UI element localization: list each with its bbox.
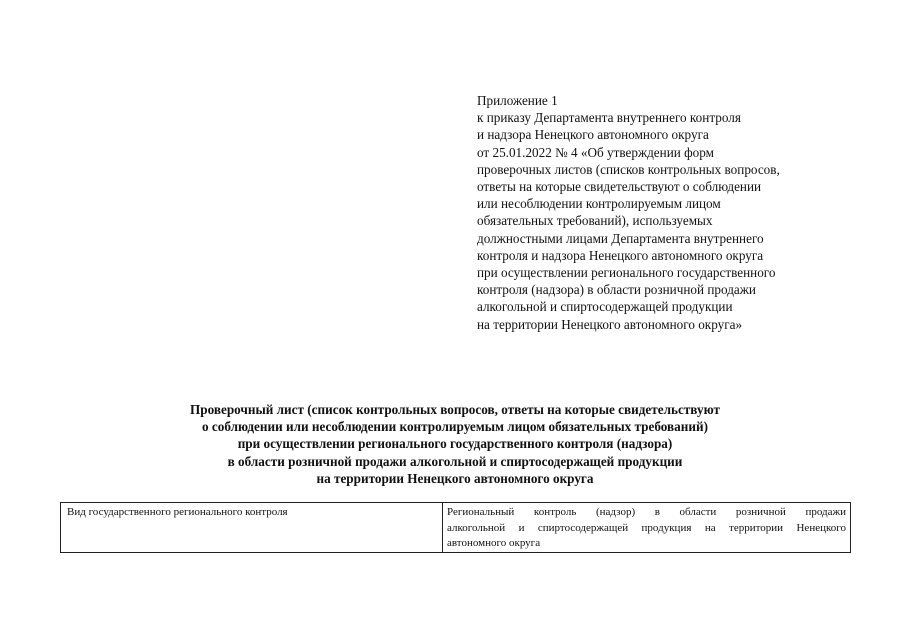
- appendix-line-12: контроля (надзора) в области розничной продажи: [477, 282, 756, 298]
- appendix-line-13: алкогольной и спиртосодержащей продукции: [477, 299, 733, 315]
- appendix-block: [477, 92, 897, 333]
- appendix-line-4: от 25.01.2022 № 4 «Об утверждении форм: [477, 144, 714, 160]
- appendix-line-5: проверочных листов (списков контрольных вопросов,: [477, 161, 780, 177]
- control-type-value: [443, 503, 851, 553]
- control-type-label: Вид государственного регионального контроля: [61, 503, 443, 553]
- appendix-line-7: или несоблюдении контролируемым лицом: [477, 196, 721, 212]
- appendix-line-3: и надзора Ненецкого автономного округа: [477, 127, 709, 143]
- appendix-line-8: обязательных требований), используемых: [477, 213, 713, 229]
- appendix-line-10: контроля и надзора Ненецкого автономного округа: [477, 247, 764, 263]
- appendix-line-14: на территории Ненецкого автономного округа»: [477, 316, 743, 332]
- title-line-5: на территории Ненецкого автономного округа: [316, 470, 594, 486]
- control-type-table: [60, 502, 851, 553]
- control-type-value-line-3: автономного округа: [447, 537, 541, 549]
- control-type-value-line-2: алкогольной и спиртосодержащей продукция на территории Ненецкого: [447, 521, 846, 534]
- appendix-line-6: ответы на которые свидетельствуют о соблюдении: [477, 179, 762, 195]
- appendix-line-2: к приказу Департамента внутреннего контроля: [477, 110, 741, 126]
- title-line-1: Проверочный лист (список контрольных вопросов, ответы на которые свидетельствуют: [190, 402, 720, 417]
- appendix-line-11: при осуществлении регионального государственного: [477, 265, 776, 281]
- title-line-3: при осуществлении регионального государственного контроля (надзора): [237, 436, 673, 452]
- title-line-4: в области розничной продажи алкогольной и спиртосодержащей продукции: [227, 453, 683, 469]
- appendix-line-9: должностными лицами Департамента внутреннего: [477, 230, 764, 246]
- appendix-line-1: Приложение 1: [477, 93, 558, 108]
- table-row: [61, 503, 851, 553]
- title-line-2: о соблюдении или несоблюдении контролируемым лицом обязательных требований): [202, 419, 708, 435]
- document-title: [60, 401, 850, 487]
- control-type-value-line-1: Региональный контроль (надзор) в области розничной продажи: [447, 506, 846, 518]
